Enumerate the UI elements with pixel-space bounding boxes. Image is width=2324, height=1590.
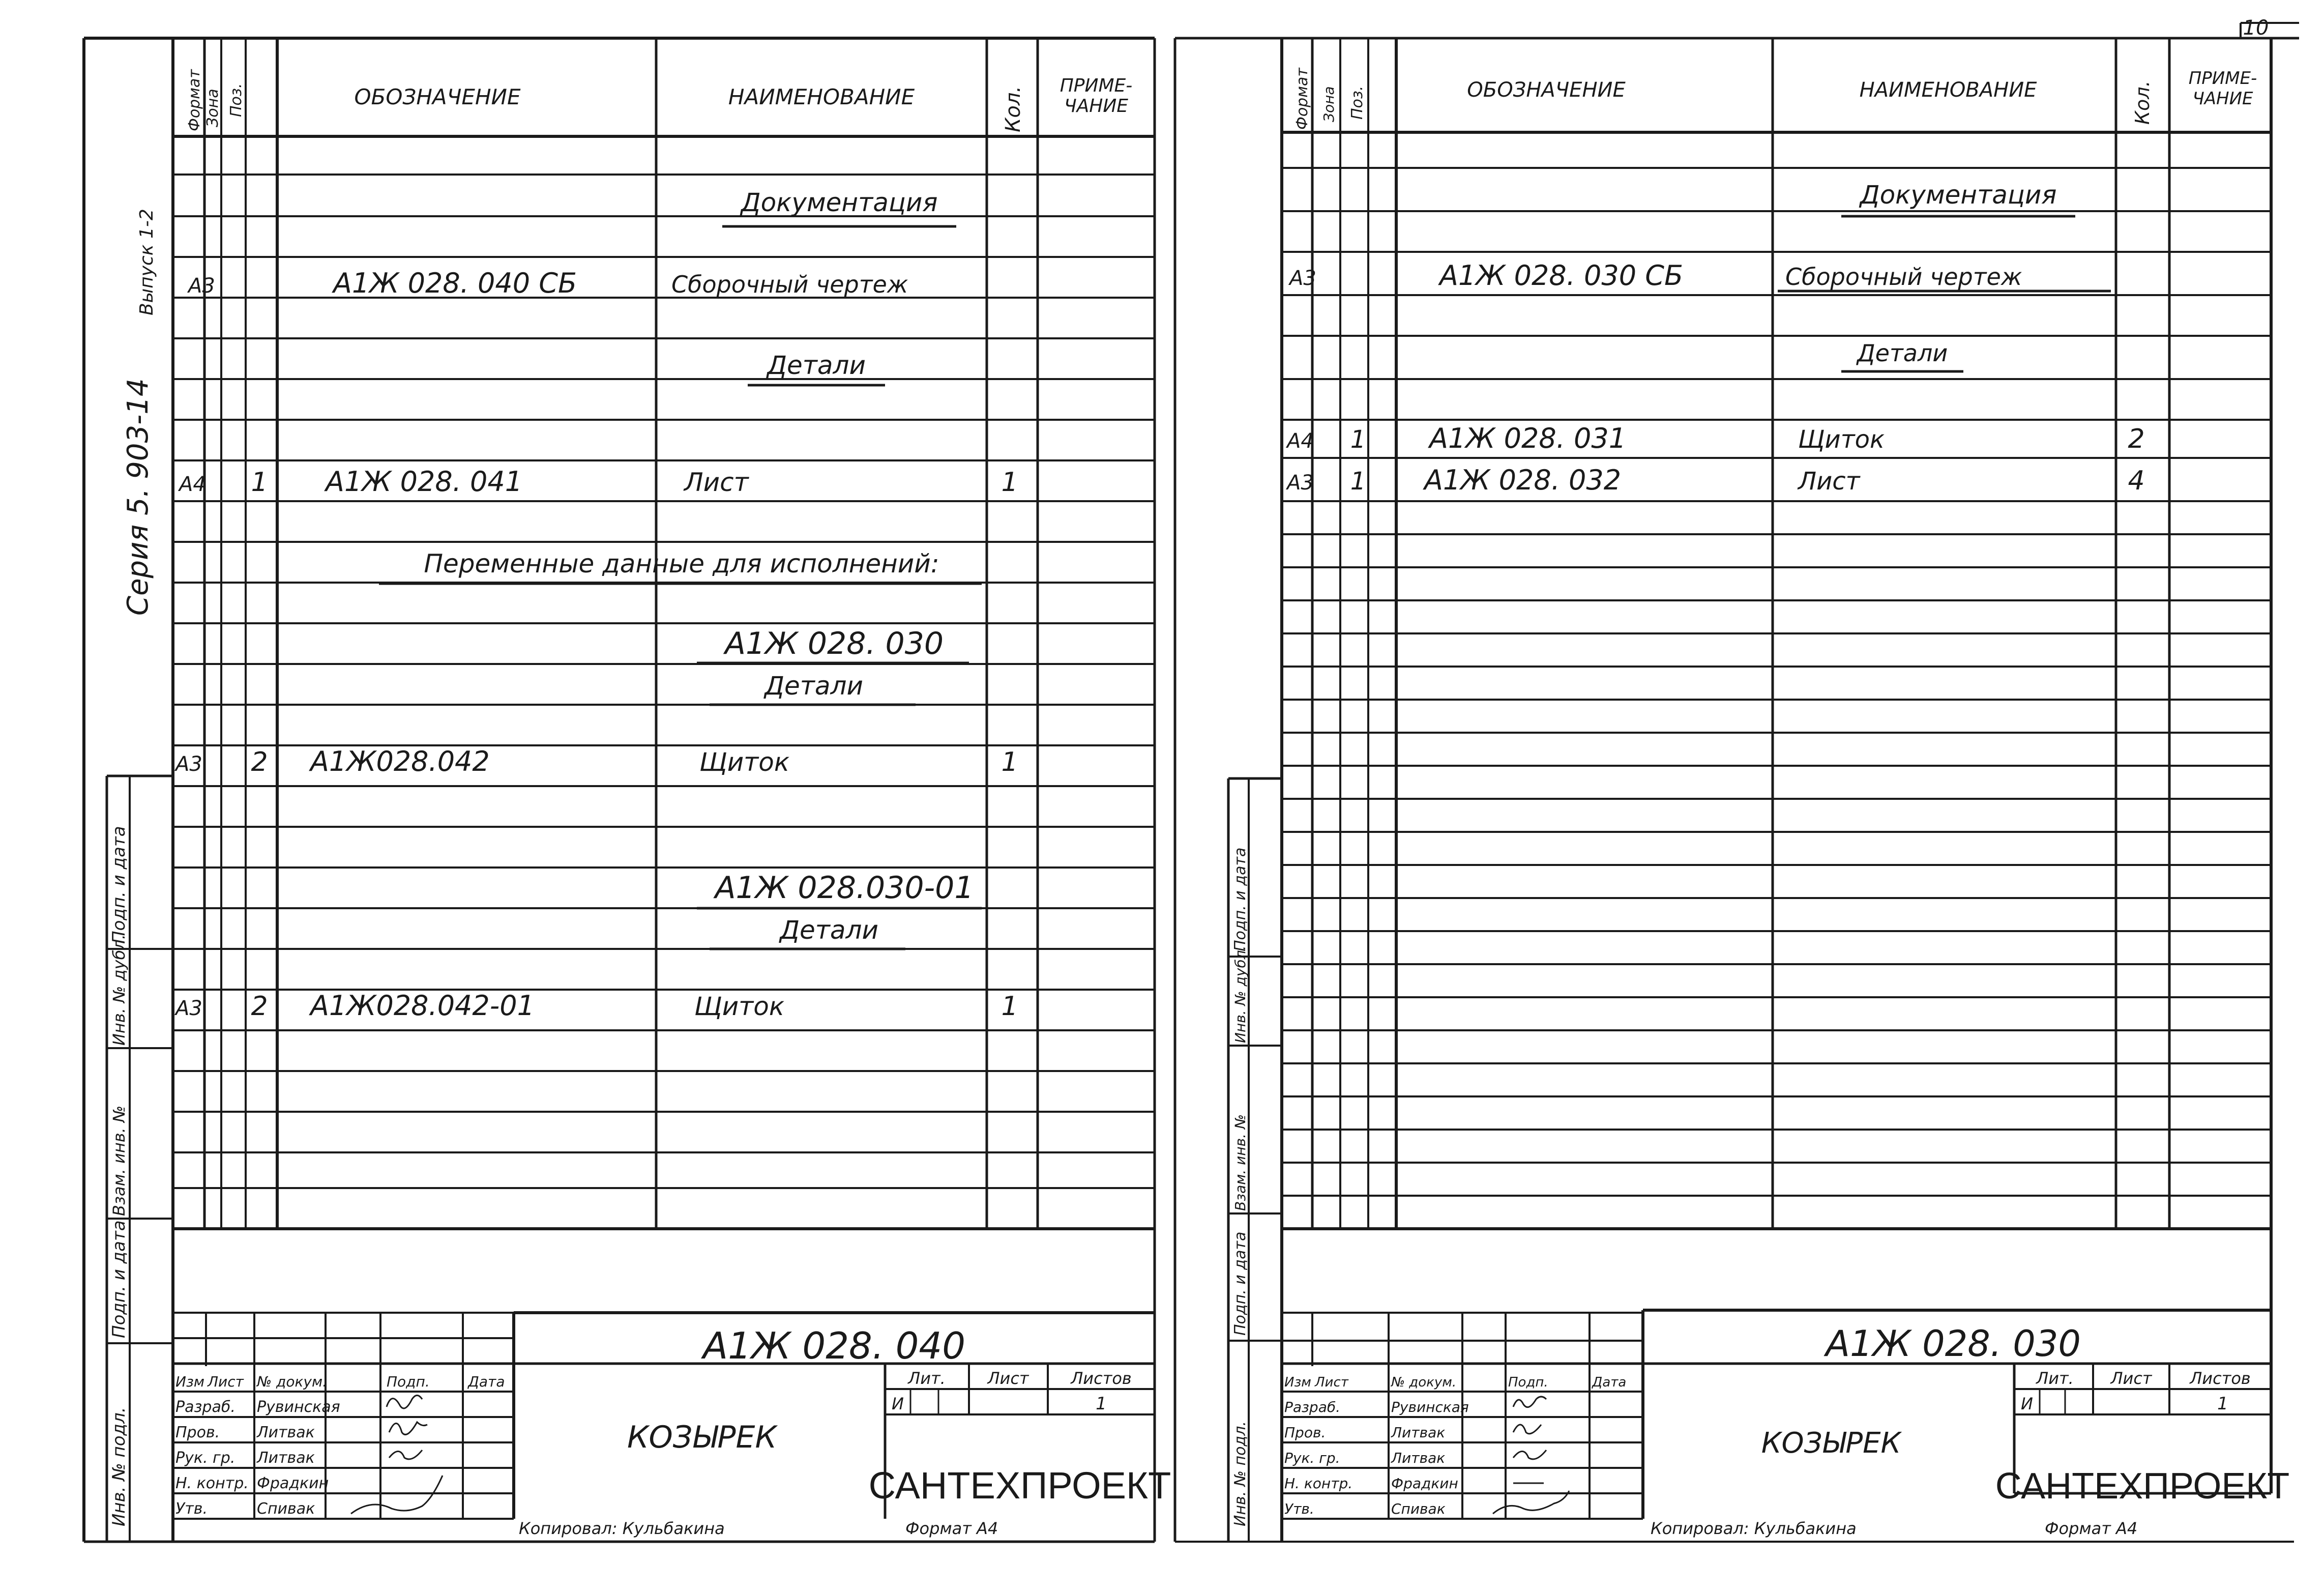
row-asm-name: Сборочный чертеж — [671, 271, 908, 298]
r-role-4: Н. контр. — [1284, 1475, 1353, 1492]
r-header-designation: Обозначение — [1467, 78, 1626, 102]
r-stamp-code: А1Ж 028. 030 — [1826, 1323, 2081, 1365]
signatures-right — [1493, 1397, 1569, 1514]
r-role-2-name: Литвак — [1391, 1424, 1446, 1441]
r-stamp-head-sign: Подп. — [1508, 1375, 1548, 1390]
r-header-zone: Зона — [1320, 86, 1337, 122]
stamp-head-sign: Подп. — [387, 1373, 430, 1390]
margin-labels-left — [109, 826, 129, 1526]
stamp-head-doc: № докум. — [257, 1373, 328, 1390]
r-role-3-name: Литвак — [1391, 1450, 1446, 1466]
r-stamp-lit-value: И — [2021, 1394, 2033, 1413]
role-3: Рук. гр. — [175, 1449, 236, 1467]
r-row-part2-qty: 4 — [2128, 466, 2145, 496]
role-1-name: Рувинская — [257, 1398, 340, 1416]
margin-label-sign-date-1: Подп. и дата — [109, 1220, 129, 1338]
header-zone: Зона — [204, 89, 222, 127]
r-stamp-head-list: Лист — [1315, 1375, 1348, 1390]
row-part3-format: А3 — [175, 997, 202, 1020]
variant2-code: А1Ж 028.030-01 — [715, 870, 974, 906]
variant1-parts: Детали — [764, 671, 864, 701]
row-part2-qty: 1 — [1001, 747, 1018, 777]
stamp-head-list: Лист — [208, 1373, 244, 1390]
r-row-part1-format: А4 — [1287, 429, 1314, 453]
row-part3-qty: 1 — [1001, 991, 1018, 1022]
row-asm-designation: А1Ж 028. 040 СБ — [333, 267, 577, 299]
row-part1-pos: 1 — [251, 467, 268, 498]
header-designation: Обозначение — [354, 84, 521, 109]
r-role-1: Разраб. — [1284, 1399, 1341, 1415]
margin-labels-right — [1231, 848, 1249, 1526]
r-row-part1-name: Щиток — [1798, 425, 1885, 454]
r-stamp-head-date: Дата — [1592, 1375, 1627, 1390]
margin-label-inv-dup-r: Инв. № дубл. — [1232, 945, 1249, 1043]
margin-label-sign-date-2-r: Подп. и дата — [1231, 847, 1249, 951]
row-part3-name: Щиток — [694, 992, 785, 1021]
r-header-qty: Кол. — [2131, 80, 2154, 125]
r-stamp-organization: САНТЕХПРОЕКТ — [1995, 1466, 2290, 1507]
row-part2-name: Щиток — [699, 747, 790, 777]
role-4: Н. контр. — [175, 1475, 249, 1492]
r-header-note-1: Приме- — [2188, 68, 2257, 89]
stamp-lit-value: И — [892, 1394, 904, 1413]
r-row-part2-pos: 1 — [1350, 467, 1366, 496]
margin-label-inv-orig-r: Инв. № подл. — [1231, 1421, 1249, 1526]
r-header-note-2: чание — [2192, 89, 2253, 109]
r-row-part1-designation: А1Ж 028. 031 — [1429, 422, 1627, 454]
r-row-asm-name: Сборочный чертеж — [1785, 263, 2022, 291]
margin-label-sign-date-2: Подп. и дата — [109, 826, 129, 944]
r-row-part2-designation: А1Ж 028. 032 — [1424, 464, 1622, 496]
role-5-name: Спивак — [257, 1500, 315, 1518]
r-stamp-head-sheets: Листов — [2190, 1369, 2251, 1388]
right-spec-content — [1285, 180, 2145, 496]
r-role-2: Пров. — [1284, 1424, 1326, 1441]
row-part1-format: А4 — [179, 473, 206, 496]
issue-label: Выпуск 1-2 — [136, 209, 157, 315]
header-format: Формат — [186, 69, 203, 131]
stamp-code: А1Ж 028. 040 — [702, 1324, 966, 1367]
variant1-code: А1Ж 028. 030 — [724, 626, 944, 661]
r-stamp-head-izm: Изм — [1284, 1375, 1311, 1390]
role-5: Утв. — [175, 1500, 208, 1518]
right-column-headers — [1293, 67, 2257, 130]
role-4-name: Фрадкин — [257, 1475, 329, 1492]
r-section-parts: Детали — [1857, 339, 1948, 367]
signatures-left — [351, 1396, 443, 1514]
r-stamp-title: Козырек — [1761, 1427, 1901, 1460]
variant2-parts: Детали — [779, 915, 879, 945]
r-row-asm-designation: А1Ж 028. 030 СБ — [1439, 259, 1684, 292]
r-stamp-sheets-value: 1 — [2217, 1394, 2228, 1414]
margin-label-replace-inv: Взам. инв. № — [109, 1105, 129, 1216]
stamp-head-sheets: Листов — [1071, 1369, 1132, 1388]
row-part2-designation: А1Ж028.042 — [310, 745, 490, 777]
header-qty: Кол. — [1002, 85, 1025, 132]
r-stamp-head-lit: Лит. — [2036, 1369, 2074, 1388]
heading-underlines — [379, 216, 2111, 949]
stamp-title: Козырек — [627, 1420, 777, 1455]
r-section-documentation: Документация — [1860, 180, 2057, 210]
header-note-1: Приме- — [1060, 75, 1133, 96]
format-label-right: Формат А4 — [2045, 1519, 2138, 1538]
r-role-5-name: Спивак — [1391, 1500, 1446, 1517]
header-name: Наименование — [728, 84, 915, 109]
header-note-2: чание — [1064, 96, 1129, 117]
r-row-part2-format: А3 — [1287, 471, 1314, 495]
row-part1-qty: 1 — [1001, 467, 1018, 498]
section-documentation: Документация — [741, 188, 938, 217]
row-part2-pos: 2 — [251, 747, 268, 777]
r-row-part1-pos: 1 — [1350, 425, 1366, 454]
row-part1-designation: А1Ж 028. 041 — [326, 466, 523, 498]
margin-label-replace-inv-r: Взам. инв. № — [1232, 1114, 1249, 1211]
left-spec-content — [174, 188, 1018, 1022]
left-panel-grid — [84, 38, 1155, 1542]
margin-label-sign-date-1-r: Подп. и дата — [1231, 1231, 1249, 1336]
row-part1-name: Лист — [684, 468, 749, 497]
row-part2-format: А3 — [175, 753, 202, 776]
series-label: Серия 5. 903-14 — [122, 378, 155, 616]
margin-label-inv-orig: Инв. № подл. — [109, 1407, 129, 1526]
right-title-block — [1284, 1323, 2289, 1517]
r-role-3: Рук. гр. — [1284, 1450, 1340, 1466]
r-stamp-head-doc: № докум. — [1391, 1375, 1457, 1390]
row-part3-designation: А1Ж028.042-01 — [310, 990, 535, 1022]
stamp-sheets-value: 1 — [1096, 1394, 1107, 1414]
margin-label-inv-dup: Инв. № дубл. — [109, 934, 129, 1046]
stamp-head-lit: Лит. — [908, 1369, 946, 1388]
r-row-part1-qty: 2 — [2128, 424, 2145, 454]
stamp-head-izm: Изм — [175, 1373, 204, 1390]
role-2-name: Литвак — [257, 1424, 315, 1441]
role-3-name: Литвак — [257, 1449, 315, 1467]
variable-data-heading: Переменные данные для исполнений: — [424, 549, 939, 579]
section-parts: Детали — [767, 351, 866, 380]
row-asm-format: А3 — [188, 274, 215, 298]
left-column-headers — [186, 69, 1132, 132]
r-header-format: Формат — [1293, 68, 1311, 130]
stamp-head-date: Дата — [468, 1373, 505, 1390]
copied-by-right: Копировал: Кульбакина — [1651, 1519, 1857, 1538]
role-1: Разраб. — [175, 1398, 236, 1416]
copied-by-left: Копировал: Кульбакина — [519, 1519, 725, 1538]
format-label-left: Формат А4 — [905, 1519, 998, 1538]
r-stamp-head-sheet: Лист — [2110, 1369, 2152, 1388]
r-role-5: Утв. — [1284, 1500, 1314, 1517]
stamp-organization: САНТЕХПРОЕКТ — [868, 1464, 1171, 1507]
r-row-asm-format: А3 — [1289, 267, 1316, 290]
r-role-4-name: Фрадкин — [1391, 1475, 1458, 1492]
r-header-name: Наименование — [1859, 78, 2037, 102]
header-pos: Поз. — [227, 83, 245, 117]
role-2: Пров. — [175, 1424, 220, 1441]
page-number: 10 — [2243, 16, 2269, 40]
r-header-pos: Поз. — [1348, 85, 1366, 120]
row-part3-pos: 2 — [251, 991, 268, 1022]
stamp-head-sheet: Лист — [987, 1369, 1029, 1388]
r-row-part2-name: Лист — [1798, 467, 1860, 496]
r-role-1-name: Рувинская — [1391, 1399, 1469, 1415]
right-panel-grid — [1175, 23, 2299, 1542]
